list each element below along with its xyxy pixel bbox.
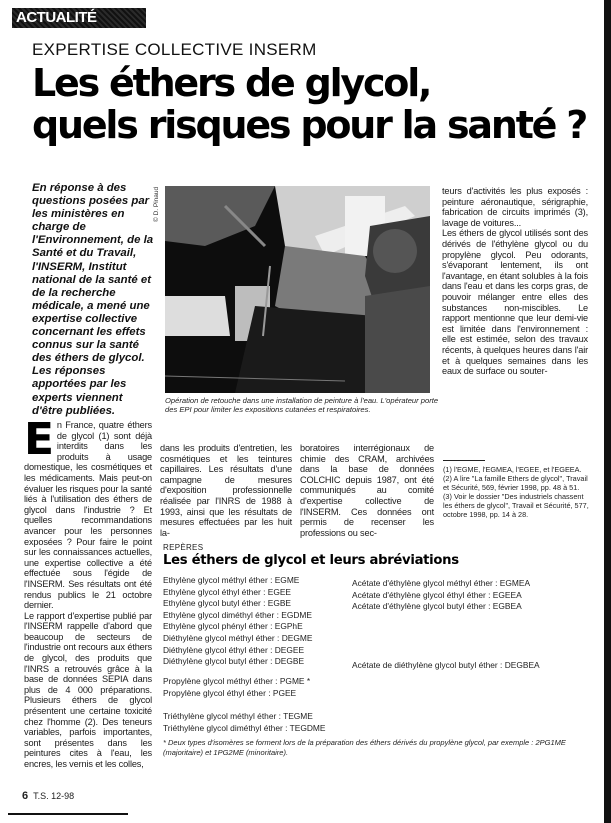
notes-divider [443, 460, 485, 461]
body-paragraph: Les éthers de glycol utilisés sont des dérivés de l'éthylène glycol ou du propylène glycol. Peu odorants, s'évaporant lentement, ils ont l'avantage, en étant solubles à la fois dans l'eau et dans les corps gras, de pouvoir mélanger entre elles des substances non-miscibles. Le rapport mentionne que leur demi-vie est limitée dans l'environnement : elle est estimée, selon des travaux récents, à quelques heures dans l'air et à quelques semaines dans les eaux de surface ou souter- [442, 228, 588, 377]
abbreviation-item: Diéthylène glycol butyl éther : DEGBE [163, 656, 305, 667]
page-number: 6 [22, 790, 29, 802]
reperes-kicker: REPÈRES [163, 543, 204, 552]
article-lead: En réponse à des questions posées par les ministères en charge de l'Environnement, de la Santé et du Travail, l'INSERM, Institut national de la santé et de la recherche médicale, a mené une expertise collective concernant les effets connus sur la santé des éthers de glycol. Les réponses apportées par les experts viennent d'être publiées. [32, 182, 154, 417]
abbreviation-item: Ethylène glycol éthyl éther : EGEE [163, 586, 292, 597]
reperes-title: Les éthers de glycol et leurs abréviations [163, 553, 459, 568]
abbreviation-item: Acétate d'éthylène glycol butyl éther : EGBEA [352, 601, 522, 612]
spray-painting-photo-illustration [165, 186, 430, 393]
abbreviation-item: Diéthylène glycol méthyl éther : DEGME [163, 632, 313, 643]
headline-line-2: quels risques pour la santé ? [32, 103, 587, 147]
endnote: (2) A lire "La famille Ethers de glycol", Travail et Sécurité, 569, février 1998, pp. 48 à 51. [443, 473, 588, 492]
body-paragraph: n France, quatre éthers de glycol (1) sont déjà interdits dans les produits à usage domestique, les cosmétiques et les médicaments. Mais peut-on évaluer les risques pour la santé liés à l'utilisation des éthers de glycol dans l'industrie ? Et quelles recommandations avancer pour les personnes exposées ? Pour faire le point sur les connaissances actuelles, une expertise collective a été effectuée sous l'égide de l'INSERM. Ses résultats ont été rendus publics le 21 octobre dernier. [24, 420, 152, 611]
abbreviation-list-diethylene-acetate [352, 660, 540, 672]
abbreviation-item: Acétate de diéthylène glycol butyl éther : DEGBEA [352, 660, 540, 670]
body-paragraph: boratoires interrégionaux de chimie des CRAM, archivées dans la base de données COLCHIC depuis 1987, ont été communiqués au comité d'expertise collective de l'INSERM. Ces données ont permis de recenser les professions ou sec- [300, 443, 434, 538]
abbreviation-item: Triéthylène glycol diméthyl éther : TEGDME [163, 722, 326, 733]
abbreviation-list-ethylene [163, 575, 312, 668]
abbreviation-item: Propylène glycol méthyl éther : PGME * [163, 676, 311, 686]
issue-reference: T.S. 12-98 [33, 791, 75, 801]
photo-caption: Opération de retouche dans une installation de peinture à l'eau. L'opérateur porte des EPI pour limiter les expositions cutanées et respiratoires. [165, 396, 439, 414]
bottom-scan-rule [8, 813, 128, 815]
endnote: (3) Voir le dossier "Des industriels chassent les éthers de glycol", Travail et Sécurité, 577, octobre 1998, pp. 14 à 28. [443, 491, 589, 519]
section-rubric [12, 8, 146, 28]
article-photo [165, 186, 430, 393]
headline-line-1: Les éthers de glycol, [32, 61, 431, 105]
abbreviation-list-propylene [163, 676, 310, 699]
reperes-footnote [163, 738, 603, 757]
abbreviation-item: Acétate d'éthylène glycol éthyl éther : EGEEA [352, 589, 522, 600]
abbreviation-item: Ethylène glycol butyl éther : EGBE [163, 598, 292, 609]
body-paragraph: Le rapport d'expertise publié par l'INSERM rappelle d'abord que beaucoup de secteurs de l'industrie ont recours aux éthers de glycol, des produits que l'INRS a retrouvés grâce à la base de données SEPIA dans plus de 4 000 préparations. Plusieurs éthers de glycol présentent une certaine toxicité chez l'homme (2). Des teneurs variables, parfois importantes, sont présentes dans les peintures cites à l'eau, les encres, les vernis et les colles, [24, 610, 152, 769]
body-column-4 [442, 186, 588, 377]
abbreviation-item: Ethylène glycol méthyl éther : EGME [163, 575, 300, 585]
body-column-1 [24, 414, 152, 770]
abbreviation-list-triethylene [163, 711, 325, 734]
abbreviation-item: Ethylène glycol diméthyl éther : EGDME [163, 609, 312, 620]
abbreviation-item: Acétate d'éthylène glycol méthyl éther : EGMEA [352, 578, 531, 588]
article-kicker: EXPERTISE COLLECTIVE INSERM [32, 40, 317, 59]
drop-cap: E [24, 414, 54, 465]
abbreviation-list-acetates [352, 578, 530, 613]
abbreviation-item: Ethylène glycol phényl éther : EGPhE [163, 621, 303, 632]
endnotes [443, 466, 593, 519]
body-column-3 [300, 443, 434, 538]
rubric-label: ACTUALITÉ [16, 9, 97, 26]
abbreviation-item: Diéthylène glycol éthyl éther : DEGEE [163, 644, 305, 655]
endnote: (1) l'EGME, l'EGMEA, l'EGEE, et l'EGEEA. [443, 465, 582, 474]
abbreviation-item: Triéthylène glycol méthyl éther : TEGME [163, 711, 313, 721]
photo-credit: © D. Pinaud [153, 186, 160, 222]
scan-edge-shadow [604, 0, 611, 823]
abbreviation-item: Propylène glycol éthyl éther : PGEE [163, 687, 297, 698]
page-folio [22, 790, 74, 802]
article-headline [32, 62, 592, 146]
body-column-2 [160, 443, 292, 538]
footnote-text: * Deux types d'isomères se forment lors de la préparation des éthers dérivés du propylène glycol, par exemple : 2PG1ME (majoritaire) et 1PG2ME (minoritaire). [163, 738, 566, 757]
body-paragraph: teurs d'activités les plus exposés : peinture aéronautique, sérigraphie, fabrication de circuits imprimés (3), lavage de voitures... [442, 186, 588, 228]
body-paragraph: dans les produits d'entretien, les cosmétiques et les teintures capillaires. Les résultats d'une campagne de mesures d'exposition professionnelle réalisée par l'INRS de 1988 à 1993, ainsi que les résultats de mesures effectuées par les huit la- [160, 443, 292, 538]
